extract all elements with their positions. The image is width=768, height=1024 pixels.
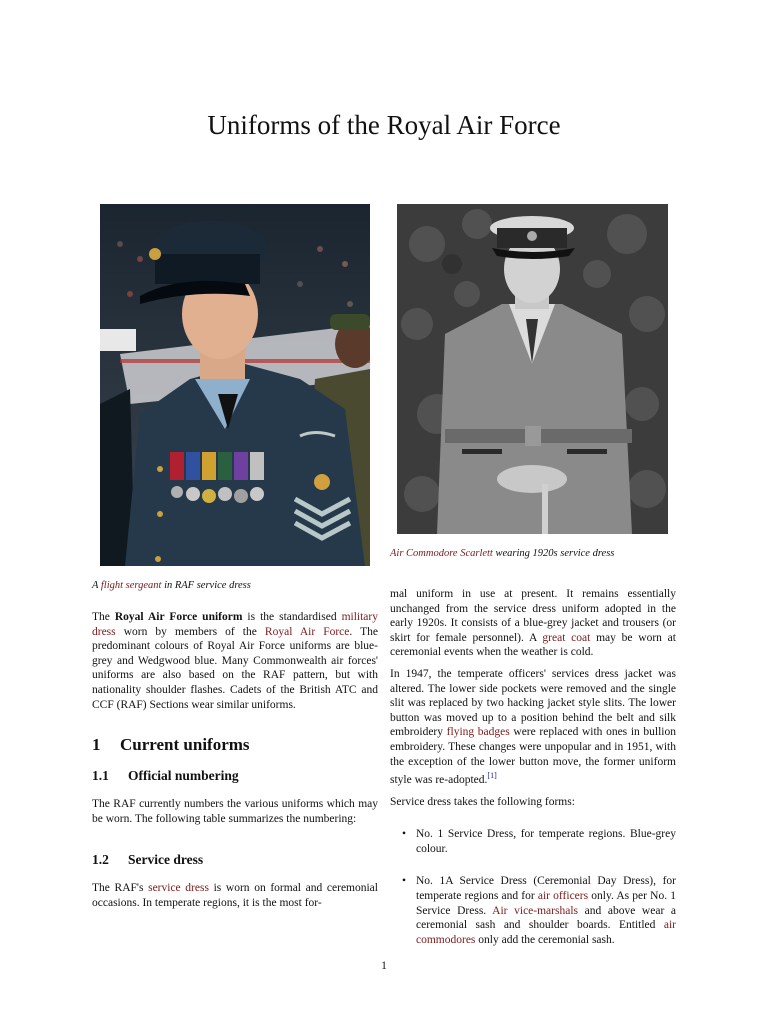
- air-officers-link[interactable]: air officers: [537, 889, 589, 902]
- subsection-heading-official-numbering: 1.1 Official numbering: [92, 767, 239, 783]
- caption-flight-sergeant: A flight sergeant in RAF service dress: [92, 580, 251, 591]
- caption-air-commodore: Air Commodore Scarlett wearing 1920s service dress: [390, 548, 615, 559]
- service-dress-forms-list: [390, 827, 676, 947]
- air-vice-marshals-link[interactable]: Air vice-marshals: [492, 904, 578, 917]
- service-dress-paragraph: The RAF's service dress is worn on formal and ceremonial occasions. In temperate regions, it is the most for-: [92, 882, 378, 909]
- flight-sergeant-link[interactable]: flight sergeant: [100, 580, 162, 591]
- royal-air-force-link[interactable]: Royal Air Force: [264, 625, 350, 638]
- military-dress-link[interactable]: military dress: [92, 611, 378, 638]
- intro-bold-term: Royal Air Force uniform: [114, 611, 243, 623]
- service-dress-forms-intro: Service dress takes the following forms:: [390, 795, 575, 808]
- flying-badges-link[interactable]: flying badges: [446, 726, 510, 739]
- service-dress-continuation: mal uniform in use at present. It remains essentially unchanged from the service dress uniform adopted in the early 1920s. It consists of a blue-grey jacket and trousers (or skirt for female personnel). A great coat may be worn at ceremonial events when the weather is cold.: [390, 588, 676, 659]
- list-item: • No. 1A Service Dress (Ceremonial Day Dress), for temperate regions and for air officers only. As per No. 1 Service Dress. Air vice-marshals and above wear a ceremonial sash and shoulder boards. Entitled air commodores only add the ceremonial sash.: [402, 875, 677, 946]
- air-commodore-scarlett-link[interactable]: Air Commodore Scarlett: [390, 548, 493, 559]
- air-commodores-link[interactable]: air commodores: [416, 919, 676, 946]
- air-commodore-photo: [397, 204, 668, 534]
- flight-sergeant-photo: [100, 204, 370, 566]
- intro-paragraph: The Royal Air Force uniform is the standardised military dress worn by members of the Royal Air Force. The predominant colours of Royal Air Force uniforms are blue-grey and Wedgwood blue. Many Commonwealth air forces' uniforms are also based on the RAF pattern, but with nationality shoulder flashes. Cadets of the British ATC and CCF (RAF) Sections wear similar uniforms.: [92, 611, 378, 711]
- service-dress-link[interactable]: service dress: [148, 882, 209, 895]
- subsection-heading-service-dress: 1.2 Service dress: [92, 851, 204, 867]
- reference-link[interactable]: [1]: [487, 771, 497, 781]
- official-numbering-paragraph: The RAF currently numbers the various uniforms which may be worn. The following table summarizes the numbering:: [92, 798, 378, 825]
- left-column: [92, 610, 378, 917]
- page-title: Uniforms of the Royal Air Force: [207, 110, 561, 140]
- page-number: 1: [381, 960, 387, 972]
- history-1947-paragraph: In 1947, the temperate officers' services dress jacket was altered. The lower side pockets were removed and the single slit was replaced by two hacking jacket style slits. The lower button was moved up to a position behind the belt and silk embroidery flying badges were replaced with ones in bullion embroidery. These changes were unpopular and in 1951, with the exception of the lower button move, the former uniform style was re-adopted.[1]: [390, 667, 676, 786]
- section-heading-current-uniforms: 1 Current uniforms: [92, 735, 250, 755]
- great-coat-link[interactable]: great coat: [542, 631, 591, 644]
- list-item: • No. 1 Service Dress, for temperate regions. Blue-grey colour.: [402, 828, 676, 855]
- right-column: [390, 587, 676, 965]
